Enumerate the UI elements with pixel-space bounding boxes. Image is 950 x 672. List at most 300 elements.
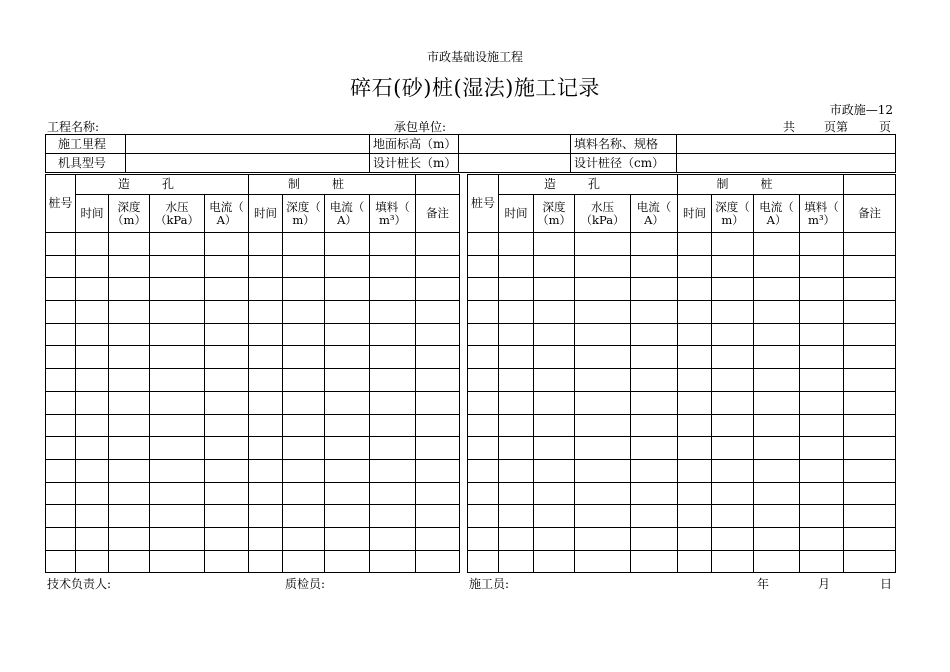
table-cell[interactable]	[844, 414, 896, 437]
table-cell[interactable]	[205, 527, 249, 550]
table-cell[interactable]	[249, 233, 283, 256]
table-cell[interactable]	[150, 459, 205, 482]
table-cell[interactable]	[631, 505, 678, 528]
table-cell[interactable]	[534, 233, 575, 256]
table-cell[interactable]	[844, 369, 896, 392]
table-cell[interactable]	[534, 437, 575, 460]
table-cell[interactable]	[46, 323, 76, 346]
table-cell[interactable]	[150, 437, 205, 460]
table-cell[interactable]	[754, 414, 800, 437]
table-cell[interactable]	[468, 414, 499, 437]
table-cell[interactable]	[416, 414, 460, 437]
table-cell[interactable]	[283, 550, 325, 573]
table-cell[interactable]	[76, 391, 109, 414]
table-cell[interactable]	[800, 301, 844, 324]
table-cell[interactable]	[678, 437, 712, 460]
table-cell[interactable]	[712, 482, 754, 505]
table-cell[interactable]	[325, 369, 370, 392]
table-cell[interactable]	[150, 346, 205, 369]
table-cell[interactable]	[468, 278, 499, 301]
table-cell[interactable]	[800, 346, 844, 369]
table-cell[interactable]	[325, 278, 370, 301]
table-cell[interactable]	[800, 437, 844, 460]
table-cell[interactable]	[468, 550, 499, 573]
table-cell[interactable]	[205, 391, 249, 414]
table-cell[interactable]	[844, 233, 896, 256]
table-cell[interactable]	[370, 550, 416, 573]
table-cell[interactable]	[499, 414, 534, 437]
table-cell[interactable]	[754, 437, 800, 460]
table-cell[interactable]	[534, 527, 575, 550]
table-cell[interactable]	[283, 255, 325, 278]
table-cell[interactable]	[370, 414, 416, 437]
table-cell[interactable]	[109, 527, 150, 550]
table-cell[interactable]	[800, 278, 844, 301]
table-cell[interactable]	[76, 323, 109, 346]
table-cell[interactable]	[416, 301, 460, 324]
table-cell[interactable]	[712, 414, 754, 437]
table-cell[interactable]	[499, 323, 534, 346]
table-cell[interactable]	[844, 550, 896, 573]
table-cell[interactable]	[468, 437, 499, 460]
table-cell[interactable]	[754, 391, 800, 414]
table-cell[interactable]	[575, 301, 631, 324]
table-cell[interactable]	[325, 550, 370, 573]
table-cell[interactable]	[631, 233, 678, 256]
table-cell[interactable]	[416, 459, 460, 482]
table-cell[interactable]	[575, 482, 631, 505]
table-cell[interactable]	[325, 459, 370, 482]
table-cell[interactable]	[534, 346, 575, 369]
table-cell[interactable]	[754, 482, 800, 505]
table-cell[interactable]	[370, 459, 416, 482]
table-cell[interactable]	[534, 550, 575, 573]
table-cell[interactable]	[754, 527, 800, 550]
table-cell[interactable]	[283, 414, 325, 437]
table-cell[interactable]	[468, 323, 499, 346]
table-cell[interactable]	[678, 505, 712, 528]
table-cell[interactable]	[468, 346, 499, 369]
table-cell[interactable]	[678, 482, 712, 505]
table-cell[interactable]	[754, 278, 800, 301]
table-cell[interactable]	[370, 482, 416, 505]
table-cell[interactable]	[575, 346, 631, 369]
table-cell[interactable]	[46, 255, 76, 278]
table-cell[interactable]	[499, 369, 534, 392]
table-cell[interactable]	[205, 482, 249, 505]
table-cell[interactable]	[109, 414, 150, 437]
table-cell[interactable]	[205, 505, 249, 528]
table-cell[interactable]	[800, 233, 844, 256]
table-cell[interactable]	[678, 278, 712, 301]
table-cell[interactable]	[249, 550, 283, 573]
table-cell[interactable]	[150, 233, 205, 256]
table-cell[interactable]	[499, 505, 534, 528]
table-cell[interactable]	[283, 278, 325, 301]
table-cell[interactable]	[844, 323, 896, 346]
table-cell[interactable]	[575, 437, 631, 460]
table-cell[interactable]	[283, 527, 325, 550]
table-cell[interactable]	[712, 391, 754, 414]
table-cell[interactable]	[370, 323, 416, 346]
table-cell[interactable]	[283, 369, 325, 392]
table-cell[interactable]	[109, 391, 150, 414]
table-cell[interactable]	[575, 233, 631, 256]
table-cell[interactable]	[46, 459, 76, 482]
table-cell[interactable]	[800, 527, 844, 550]
table-cell[interactable]	[205, 255, 249, 278]
table-cell[interactable]	[575, 255, 631, 278]
table-cell[interactable]	[499, 255, 534, 278]
table-cell[interactable]	[575, 278, 631, 301]
table-cell[interactable]	[370, 505, 416, 528]
table-cell[interactable]	[325, 346, 370, 369]
table-cell[interactable]	[76, 527, 109, 550]
table-cell[interactable]	[499, 482, 534, 505]
table-cell[interactable]	[416, 482, 460, 505]
table-cell[interactable]	[499, 301, 534, 324]
table-cell[interactable]	[678, 550, 712, 573]
table-cell[interactable]	[631, 255, 678, 278]
table-cell[interactable]	[150, 278, 205, 301]
table-cell[interactable]	[205, 301, 249, 324]
table-cell[interactable]	[678, 301, 712, 324]
table-cell[interactable]	[844, 278, 896, 301]
table-cell[interactable]	[205, 278, 249, 301]
table-cell[interactable]	[109, 482, 150, 505]
table-cell[interactable]	[575, 369, 631, 392]
table-cell[interactable]	[249, 369, 283, 392]
table-cell[interactable]	[468, 369, 499, 392]
table-cell[interactable]	[499, 233, 534, 256]
table-cell[interactable]	[76, 437, 109, 460]
table-cell[interactable]	[46, 414, 76, 437]
table-cell[interactable]	[844, 505, 896, 528]
table-cell[interactable]	[416, 369, 460, 392]
table-cell[interactable]	[754, 323, 800, 346]
table-cell[interactable]	[370, 527, 416, 550]
table-cell[interactable]	[370, 255, 416, 278]
table-cell[interactable]	[534, 414, 575, 437]
table-cell[interactable]	[325, 301, 370, 324]
table-cell[interactable]	[575, 459, 631, 482]
table-cell[interactable]	[283, 233, 325, 256]
ground-elevation-value[interactable]	[459, 135, 571, 154]
table-cell[interactable]	[575, 505, 631, 528]
table-cell[interactable]	[249, 391, 283, 414]
table-cell[interactable]	[76, 301, 109, 324]
table-cell[interactable]	[678, 255, 712, 278]
table-cell[interactable]	[468, 459, 499, 482]
table-cell[interactable]	[150, 369, 205, 392]
table-cell[interactable]	[844, 482, 896, 505]
table-cell[interactable]	[631, 369, 678, 392]
table-cell[interactable]	[205, 346, 249, 369]
table-cell[interactable]	[754, 346, 800, 369]
table-cell[interactable]	[534, 482, 575, 505]
table-cell[interactable]	[249, 346, 283, 369]
table-cell[interactable]	[468, 391, 499, 414]
table-cell[interactable]	[370, 301, 416, 324]
table-cell[interactable]	[416, 346, 460, 369]
table-cell[interactable]	[283, 437, 325, 460]
table-cell[interactable]	[76, 278, 109, 301]
table-cell[interactable]	[46, 482, 76, 505]
table-cell[interactable]	[76, 550, 109, 573]
table-cell[interactable]	[468, 233, 499, 256]
table-cell[interactable]	[46, 437, 76, 460]
table-cell[interactable]	[370, 369, 416, 392]
equipment-model-value[interactable]	[126, 154, 370, 173]
table-cell[interactable]	[712, 233, 754, 256]
table-cell[interactable]	[800, 550, 844, 573]
table-cell[interactable]	[249, 323, 283, 346]
table-cell[interactable]	[150, 391, 205, 414]
table-cell[interactable]	[631, 391, 678, 414]
table-cell[interactable]	[205, 323, 249, 346]
table-cell[interactable]	[712, 346, 754, 369]
table-cell[interactable]	[416, 505, 460, 528]
table-cell[interactable]	[76, 459, 109, 482]
table-cell[interactable]	[205, 459, 249, 482]
table-cell[interactable]	[76, 255, 109, 278]
table-cell[interactable]	[712, 527, 754, 550]
table-cell[interactable]	[205, 550, 249, 573]
table-cell[interactable]	[109, 301, 150, 324]
table-cell[interactable]	[325, 527, 370, 550]
table-cell[interactable]	[150, 550, 205, 573]
table-cell[interactable]	[283, 301, 325, 324]
table-cell[interactable]	[534, 391, 575, 414]
table-cell[interactable]	[844, 255, 896, 278]
table-cell[interactable]	[46, 505, 76, 528]
table-cell[interactable]	[800, 482, 844, 505]
table-cell[interactable]	[678, 346, 712, 369]
table-cell[interactable]	[499, 278, 534, 301]
table-cell[interactable]	[575, 550, 631, 573]
table-cell[interactable]	[499, 346, 534, 369]
table-cell[interactable]	[109, 459, 150, 482]
table-cell[interactable]	[678, 391, 712, 414]
table-cell[interactable]	[109, 233, 150, 256]
table-cell[interactable]	[800, 323, 844, 346]
table-cell[interactable]	[205, 233, 249, 256]
table-cell[interactable]	[325, 505, 370, 528]
table-cell[interactable]	[712, 459, 754, 482]
table-cell[interactable]	[370, 346, 416, 369]
mileage-value[interactable]	[126, 135, 370, 154]
table-cell[interactable]	[678, 323, 712, 346]
table-cell[interactable]	[150, 301, 205, 324]
table-cell[interactable]	[712, 369, 754, 392]
table-cell[interactable]	[150, 482, 205, 505]
table-cell[interactable]	[76, 233, 109, 256]
table-cell[interactable]	[631, 278, 678, 301]
table-cell[interactable]	[712, 323, 754, 346]
table-cell[interactable]	[150, 414, 205, 437]
table-cell[interactable]	[844, 301, 896, 324]
table-cell[interactable]	[416, 323, 460, 346]
design-length-value[interactable]	[459, 154, 571, 173]
table-cell[interactable]	[283, 346, 325, 369]
table-cell[interactable]	[712, 437, 754, 460]
table-cell[interactable]	[249, 459, 283, 482]
design-diameter-value[interactable]	[677, 154, 896, 173]
table-cell[interactable]	[534, 301, 575, 324]
table-cell[interactable]	[800, 459, 844, 482]
table-cell[interactable]	[712, 278, 754, 301]
table-cell[interactable]	[534, 505, 575, 528]
table-cell[interactable]	[712, 505, 754, 528]
table-cell[interactable]	[754, 459, 800, 482]
table-cell[interactable]	[468, 301, 499, 324]
table-cell[interactable]	[76, 505, 109, 528]
table-cell[interactable]	[499, 527, 534, 550]
table-cell[interactable]	[370, 437, 416, 460]
table-cell[interactable]	[249, 255, 283, 278]
table-cell[interactable]	[325, 233, 370, 256]
table-cell[interactable]	[575, 527, 631, 550]
table-cell[interactable]	[534, 278, 575, 301]
table-cell[interactable]	[631, 301, 678, 324]
table-cell[interactable]	[325, 414, 370, 437]
table-cell[interactable]	[631, 459, 678, 482]
table-cell[interactable]	[800, 391, 844, 414]
table-cell[interactable]	[283, 459, 325, 482]
table-cell[interactable]	[754, 233, 800, 256]
table-cell[interactable]	[109, 437, 150, 460]
table-cell[interactable]	[631, 414, 678, 437]
table-cell[interactable]	[283, 391, 325, 414]
table-cell[interactable]	[575, 391, 631, 414]
table-cell[interactable]	[678, 459, 712, 482]
table-cell[interactable]	[754, 550, 800, 573]
table-cell[interactable]	[534, 459, 575, 482]
table-cell[interactable]	[844, 346, 896, 369]
table-cell[interactable]	[109, 550, 150, 573]
table-cell[interactable]	[283, 505, 325, 528]
table-cell[interactable]	[416, 255, 460, 278]
table-cell[interactable]	[76, 369, 109, 392]
table-cell[interactable]	[249, 505, 283, 528]
table-cell[interactable]	[468, 482, 499, 505]
table-cell[interactable]	[325, 391, 370, 414]
table-cell[interactable]	[46, 278, 76, 301]
table-cell[interactable]	[844, 391, 896, 414]
table-cell[interactable]	[712, 255, 754, 278]
table-cell[interactable]	[46, 346, 76, 369]
table-cell[interactable]	[800, 369, 844, 392]
table-cell[interactable]	[249, 414, 283, 437]
table-cell[interactable]	[534, 255, 575, 278]
table-cell[interactable]	[631, 323, 678, 346]
table-cell[interactable]	[800, 505, 844, 528]
table-cell[interactable]	[754, 369, 800, 392]
table-cell[interactable]	[325, 323, 370, 346]
table-cell[interactable]	[712, 550, 754, 573]
table-cell[interactable]	[754, 255, 800, 278]
table-cell[interactable]	[249, 278, 283, 301]
table-cell[interactable]	[325, 255, 370, 278]
table-cell[interactable]	[325, 437, 370, 460]
table-cell[interactable]	[800, 414, 844, 437]
table-cell[interactable]	[205, 369, 249, 392]
fill-spec-value[interactable]	[677, 135, 896, 154]
table-cell[interactable]	[205, 414, 249, 437]
table-cell[interactable]	[575, 414, 631, 437]
table-cell[interactable]	[370, 391, 416, 414]
table-cell[interactable]	[76, 482, 109, 505]
table-cell[interactable]	[499, 550, 534, 573]
table-cell[interactable]	[249, 527, 283, 550]
table-cell[interactable]	[754, 301, 800, 324]
table-cell[interactable]	[468, 255, 499, 278]
table-cell[interactable]	[678, 414, 712, 437]
table-cell[interactable]	[678, 233, 712, 256]
table-cell[interactable]	[416, 233, 460, 256]
table-cell[interactable]	[249, 437, 283, 460]
table-cell[interactable]	[416, 527, 460, 550]
table-cell[interactable]	[283, 482, 325, 505]
table-cell[interactable]	[575, 323, 631, 346]
table-cell[interactable]	[370, 278, 416, 301]
table-cell[interactable]	[844, 459, 896, 482]
table-cell[interactable]	[800, 255, 844, 278]
table-cell[interactable]	[76, 414, 109, 437]
table-cell[interactable]	[844, 437, 896, 460]
table-cell[interactable]	[631, 437, 678, 460]
table-cell[interactable]	[631, 527, 678, 550]
table-cell[interactable]	[534, 369, 575, 392]
table-cell[interactable]	[76, 346, 109, 369]
table-cell[interactable]	[416, 391, 460, 414]
table-cell[interactable]	[844, 527, 896, 550]
table-cell[interactable]	[109, 505, 150, 528]
table-cell[interactable]	[468, 527, 499, 550]
table-cell[interactable]	[678, 527, 712, 550]
table-cell[interactable]	[499, 459, 534, 482]
table-cell[interactable]	[416, 550, 460, 573]
table-cell[interactable]	[150, 323, 205, 346]
table-cell[interactable]	[712, 301, 754, 324]
table-cell[interactable]	[249, 482, 283, 505]
table-cell[interactable]	[534, 323, 575, 346]
table-cell[interactable]	[678, 369, 712, 392]
table-cell[interactable]	[109, 278, 150, 301]
table-cell[interactable]	[370, 233, 416, 256]
table-cell[interactable]	[468, 505, 499, 528]
table-cell[interactable]	[205, 437, 249, 460]
table-cell[interactable]	[249, 301, 283, 324]
table-cell[interactable]	[109, 369, 150, 392]
table-cell[interactable]	[150, 527, 205, 550]
table-cell[interactable]	[416, 437, 460, 460]
table-cell[interactable]	[109, 323, 150, 346]
table-cell[interactable]	[631, 482, 678, 505]
table-cell[interactable]	[109, 255, 150, 278]
table-cell[interactable]	[46, 301, 76, 324]
table-cell[interactable]	[754, 505, 800, 528]
table-cell[interactable]	[46, 233, 76, 256]
table-cell[interactable]	[499, 391, 534, 414]
table-cell[interactable]	[150, 505, 205, 528]
table-cell[interactable]	[283, 323, 325, 346]
table-cell[interactable]	[46, 391, 76, 414]
table-cell[interactable]	[416, 278, 460, 301]
table-cell[interactable]	[631, 346, 678, 369]
table-cell[interactable]	[150, 255, 205, 278]
table-cell[interactable]	[109, 346, 150, 369]
